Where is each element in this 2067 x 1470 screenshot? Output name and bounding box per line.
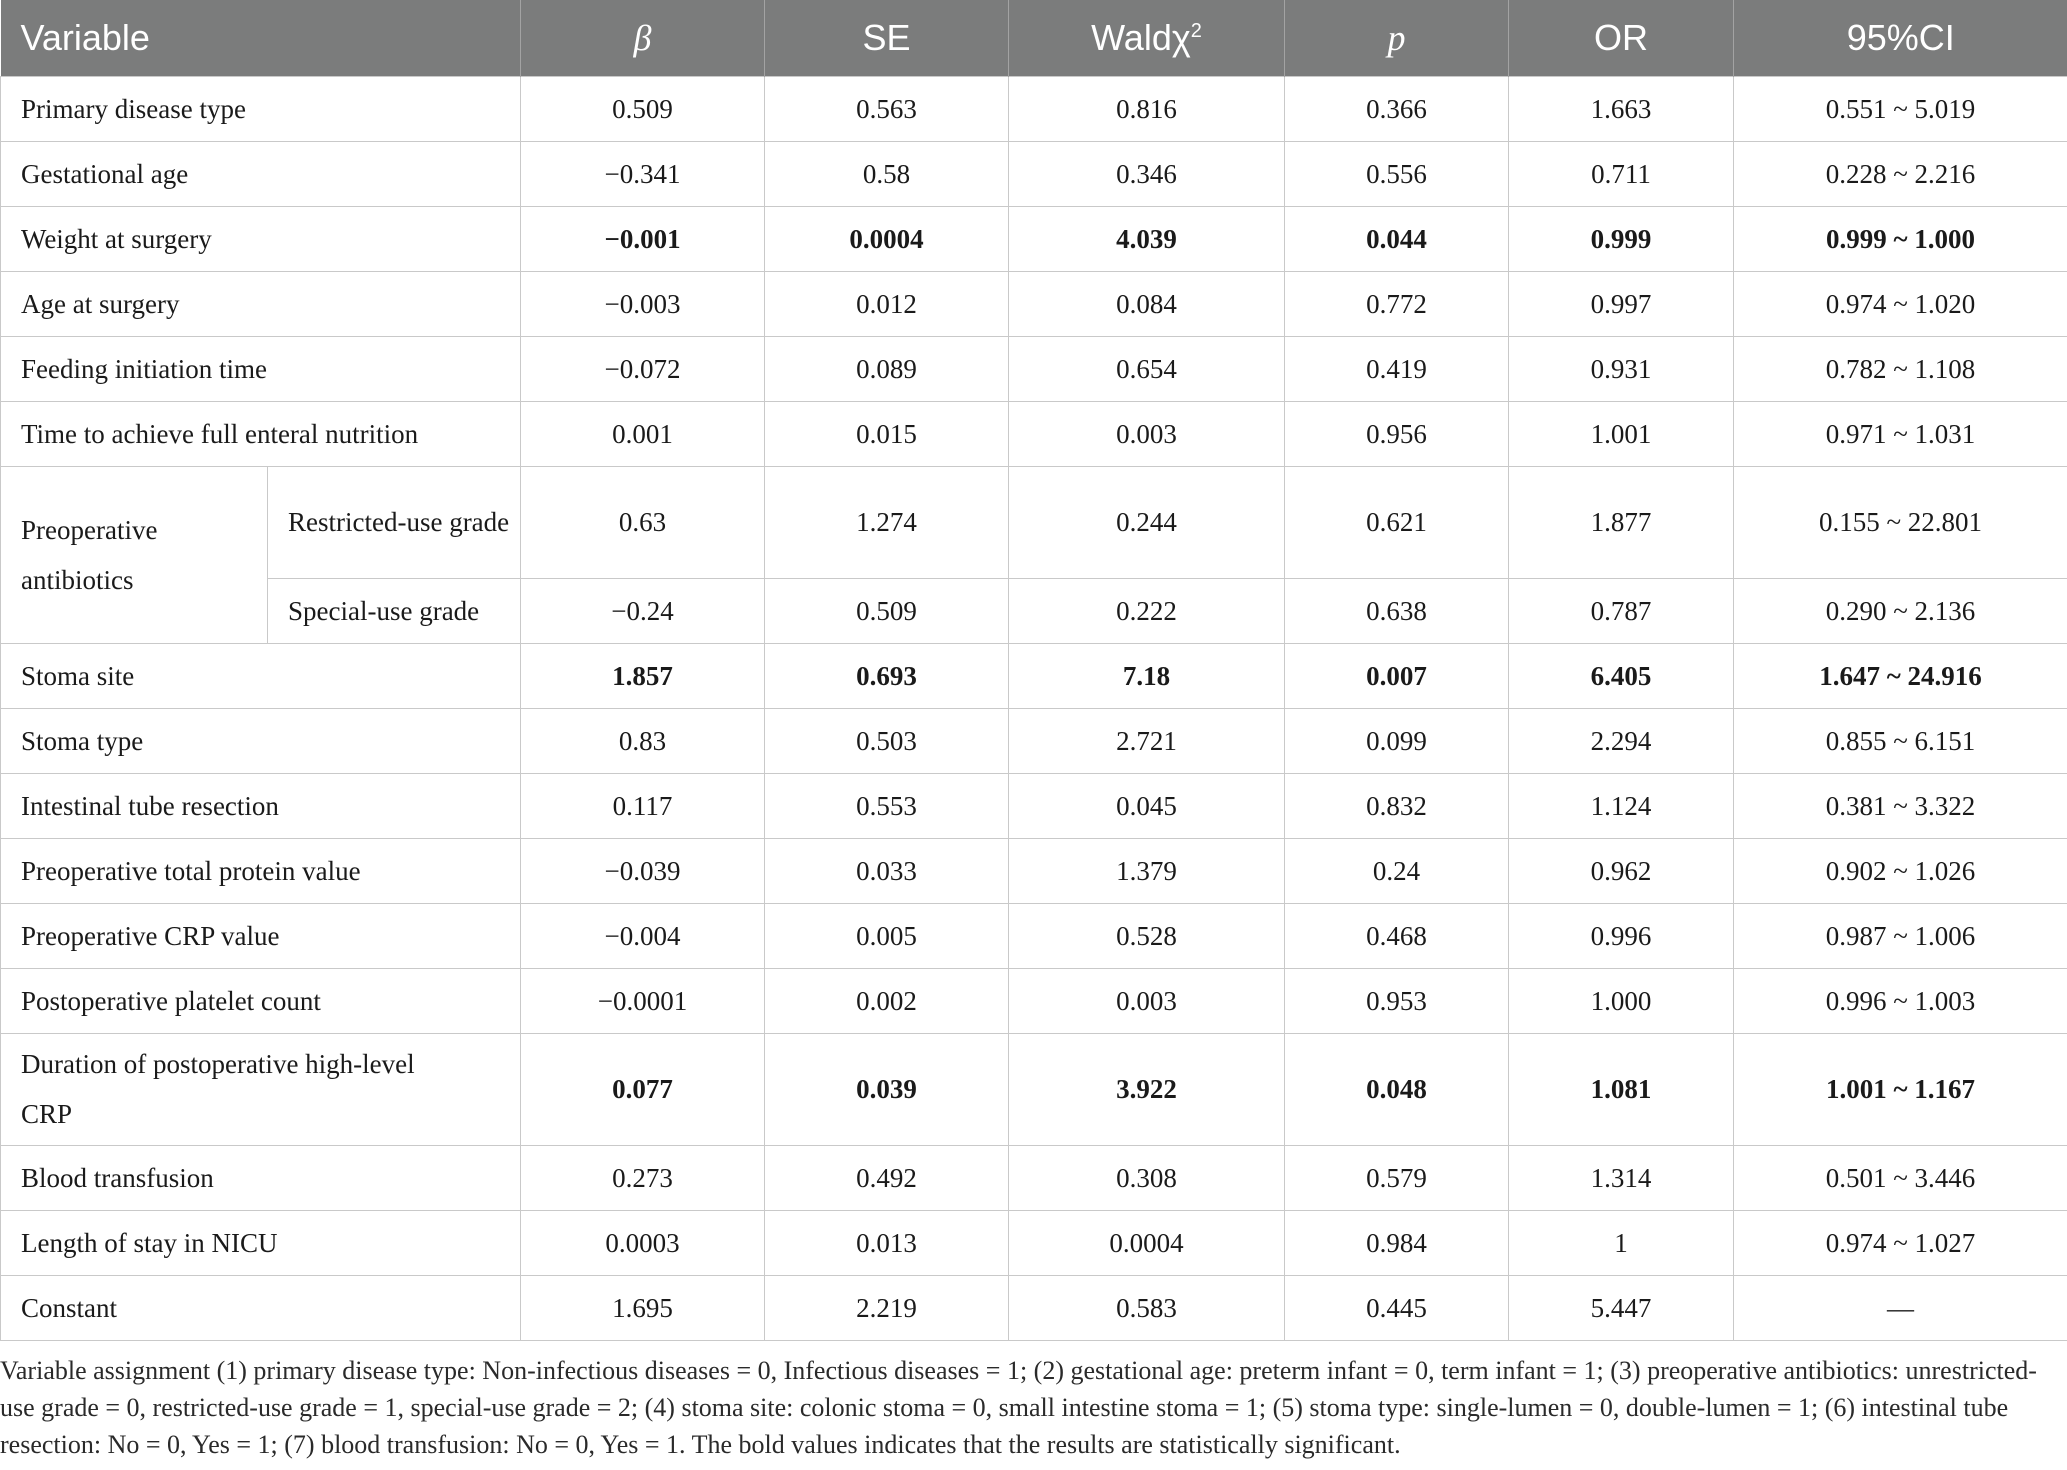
cell-wald: 0.003: [1009, 968, 1285, 1033]
cell-wald: 0.583: [1009, 1275, 1285, 1340]
cell-beta: 0.117: [521, 773, 765, 838]
header-beta: β: [521, 0, 765, 76]
table-row: [1, 206, 2067, 271]
cell-beta: −0.003: [521, 271, 765, 336]
cell-se: 0.033: [765, 838, 1009, 903]
cell-beta: −0.0001: [521, 968, 765, 1033]
cell-wald: 0.045: [1009, 773, 1285, 838]
cell-or: 1.663: [1509, 76, 1734, 141]
cell-p: 0.556: [1285, 141, 1509, 206]
cell-wald: 2.721: [1009, 708, 1285, 773]
table-row: [1, 578, 2067, 643]
cell-ci: 0.381 ~ 3.322: [1734, 773, 2067, 838]
row-label: Intestinal tube resection: [1, 773, 521, 838]
cell-beta: 0.273: [521, 1145, 765, 1210]
cell-beta: −0.072: [521, 336, 765, 401]
cell-p: 0.579: [1285, 1145, 1509, 1210]
cell-ci: 0.228 ~ 2.216: [1734, 141, 2067, 206]
cell-wald: 0.222: [1009, 578, 1285, 643]
table-row: [1, 903, 2067, 968]
table-row: [1, 968, 2067, 1033]
cell-p: 0.832: [1285, 773, 1509, 838]
row-label: Stoma site: [1, 643, 521, 708]
cell-wald: 3.922: [1009, 1033, 1285, 1145]
cell-p: 0.007: [1285, 643, 1509, 708]
cell-or: 0.711: [1509, 141, 1734, 206]
cell-se: 0.0004: [765, 206, 1009, 271]
cell-or: 0.997: [1509, 271, 1734, 336]
cell-ci: 0.974 ~ 1.020: [1734, 271, 2067, 336]
table-row: [1, 773, 2067, 838]
row-label: Postoperative platelet count: [1, 968, 521, 1033]
cell-se: 0.563: [765, 76, 1009, 141]
table-row: [1, 271, 2067, 336]
cell-ci: 0.855 ~ 6.151: [1734, 708, 2067, 773]
cell-ci: 1.001 ~ 1.167: [1734, 1033, 2067, 1145]
row-label: Preoperative total protein value: [1, 838, 521, 903]
cell-beta: 0.83: [521, 708, 765, 773]
cell-or: 6.405: [1509, 643, 1734, 708]
table-footnote: Variable assignment (1) primary disease type: Non-infectious diseases = 0, Infectious diseases = 1; (2) gestational age: preterm infant = 0, term infant = 1; (3) preoperative antibiotics: unrestricted-use grade = 0, restricted-use grade = 1, special-use grade = 2; (4) stoma site: colonic stoma = 0, small intestine stoma = 1; (5) stoma type: single-lumen = 0, double-lumen = 1; (6) intestinal tube resection: No = 0, Yes = 1; (7) blood transfusion: No = 0, Yes = 1. The bold values indicates that the results are statistically significant.: [0, 1356, 2037, 1459]
cell-or: 1.877: [1509, 466, 1734, 578]
header-variable: Variable: [20, 16, 150, 58]
cell-wald: 0.0004: [1009, 1210, 1285, 1275]
cell-wald: 1.379: [1009, 838, 1285, 903]
cell-beta: 0.0003: [521, 1210, 765, 1275]
cell-or: 0.999: [1509, 206, 1734, 271]
cell-wald: 7.18: [1009, 643, 1285, 708]
cell-or: 0.787: [1509, 578, 1734, 643]
cell-ci: —: [1734, 1275, 2067, 1340]
cell-or: 1.000: [1509, 968, 1734, 1033]
cell-se: 0.503: [765, 708, 1009, 773]
cell-se: 0.509: [765, 578, 1009, 643]
cell-se: 0.005: [765, 903, 1009, 968]
header-wald-text: Waldχ: [1091, 16, 1191, 58]
cell-beta: 1.857: [521, 643, 765, 708]
row-label: Gestational age: [1, 141, 521, 206]
cell-se: 2.219: [765, 1275, 1009, 1340]
cell-p: 0.984: [1285, 1210, 1509, 1275]
table-row: [1, 76, 2067, 141]
cell-or: 2.294: [1509, 708, 1734, 773]
cell-ci: 0.987 ~ 1.006: [1734, 903, 2067, 968]
cell-beta: 0.001: [521, 401, 765, 466]
cell-se: 0.002: [765, 968, 1009, 1033]
table-row: [1, 141, 2067, 206]
cell-p: 0.419: [1285, 336, 1509, 401]
cell-se: 1.274: [765, 466, 1009, 578]
row-label: Stoma type: [1, 708, 521, 773]
cell-p: 0.772: [1285, 271, 1509, 336]
cell-p: 0.445: [1285, 1275, 1509, 1340]
cell-or: 1.314: [1509, 1145, 1734, 1210]
cell-p: 0.366: [1285, 76, 1509, 141]
cell-p: 0.099: [1285, 708, 1509, 773]
table-row: [1, 1033, 2067, 1145]
header-ci: 95%CI: [1734, 0, 2067, 76]
row-label: Duration of postoperative high-level CRP: [1, 1033, 521, 1145]
cell-se: 0.58: [765, 141, 1009, 206]
cell-beta: −0.24: [521, 578, 765, 643]
cell-ci: 0.782 ~ 1.108: [1734, 336, 2067, 401]
cell-ci: 0.290 ~ 2.136: [1734, 578, 2067, 643]
cell-ci: 0.902 ~ 1.026: [1734, 838, 2067, 903]
cell-se: 0.553: [765, 773, 1009, 838]
cell-beta: 1.695: [521, 1275, 765, 1340]
table-row: [1, 401, 2067, 466]
table-row: [1, 466, 2067, 578]
sub-label-special: Special-use grade: [268, 578, 521, 643]
table-row: [1, 838, 2067, 903]
cell-or: 0.996: [1509, 903, 1734, 968]
cell-or: 1: [1509, 1210, 1734, 1275]
cell-ci: 0.999 ~ 1.000: [1734, 206, 2067, 271]
cell-p: 0.24: [1285, 838, 1509, 903]
cell-wald: 0.528: [1009, 903, 1285, 968]
row-label: Time to achieve full enteral nutrition: [1, 401, 521, 466]
header-se: SE: [765, 0, 1009, 76]
table-row: [1, 1275, 2067, 1340]
row-label: Weight at surgery: [1, 206, 521, 271]
row-label: Blood transfusion: [1, 1145, 521, 1210]
header-or: OR: [1509, 0, 1734, 76]
cell-wald: 0.816: [1009, 76, 1285, 141]
cell-p: 0.638: [1285, 578, 1509, 643]
row-label: Primary disease type: [1, 76, 521, 141]
row-label: Feeding initiation time: [1, 336, 521, 401]
cell-wald: 0.346: [1009, 141, 1285, 206]
cell-beta: −0.001: [521, 206, 765, 271]
cell-p: 0.953: [1285, 968, 1509, 1033]
table-row: [1, 643, 2067, 708]
cell-p: 0.048: [1285, 1033, 1509, 1145]
cell-beta: 0.63: [521, 466, 765, 578]
cell-p: 0.468: [1285, 903, 1509, 968]
row-label: Constant: [1, 1275, 521, 1340]
cell-beta: −0.341: [521, 141, 765, 206]
cell-or: 1.001: [1509, 401, 1734, 466]
header-p: p: [1285, 0, 1509, 76]
cell-ci: 0.501 ~ 3.446: [1734, 1145, 2067, 1210]
cell-wald: 0.244: [1009, 466, 1285, 578]
cell-beta: 0.509: [521, 76, 765, 141]
cell-ci: 0.971 ~ 1.031: [1734, 401, 2067, 466]
cell-beta: −0.004: [521, 903, 765, 968]
cell-beta: 0.077: [521, 1033, 765, 1145]
cell-se: 0.492: [765, 1145, 1009, 1210]
cell-wald: 0.308: [1009, 1145, 1285, 1210]
table-row: [1, 1210, 2067, 1275]
cell-or: 1.081: [1509, 1033, 1734, 1145]
cell-beta: −0.039: [521, 838, 765, 903]
cell-ci: 0.155 ~ 22.801: [1734, 466, 2067, 578]
header-wald: [1009, 0, 1285, 76]
row-label: Preoperative CRP value: [1, 903, 521, 968]
cell-se: 0.039: [765, 1033, 1009, 1145]
cell-p: 0.621: [1285, 466, 1509, 578]
group-label-antibiotics: Preoperative antibiotics: [1, 466, 268, 643]
cell-or: 5.447: [1509, 1275, 1734, 1340]
cell-or: 0.962: [1509, 838, 1734, 903]
table-row: [1, 1145, 2067, 1210]
cell-or: 0.931: [1509, 336, 1734, 401]
cell-se: 0.015: [765, 401, 1009, 466]
cell-wald: 0.084: [1009, 271, 1285, 336]
cell-p: 0.956: [1285, 401, 1509, 466]
cell-ci: 1.647 ~ 24.916: [1734, 643, 2067, 708]
cell-ci: 0.974 ~ 1.027: [1734, 1210, 2067, 1275]
cell-wald: 4.039: [1009, 206, 1285, 271]
table-row: [1, 336, 2067, 401]
cell-wald: 0.003: [1009, 401, 1285, 466]
cell-se: 0.013: [765, 1210, 1009, 1275]
row-label: Age at surgery: [1, 271, 521, 336]
cell-ci: 0.996 ~ 1.003: [1734, 968, 2067, 1033]
cell-wald: 0.654: [1009, 336, 1285, 401]
cell-or: 1.124: [1509, 773, 1734, 838]
cell-se: 0.012: [765, 271, 1009, 336]
cell-se: 0.089: [765, 336, 1009, 401]
cell-se: 0.693: [765, 643, 1009, 708]
header-row: [1, 0, 2067, 76]
table-row: [1, 708, 2067, 773]
row-label: Length of stay in NICU: [1, 1210, 521, 1275]
cell-p: 0.044: [1285, 206, 1509, 271]
header-wald-sup: 2: [1190, 19, 1202, 42]
sub-label-restricted: Restricted-use grade: [268, 466, 521, 578]
cell-ci: 0.551 ~ 5.019: [1734, 76, 2067, 141]
